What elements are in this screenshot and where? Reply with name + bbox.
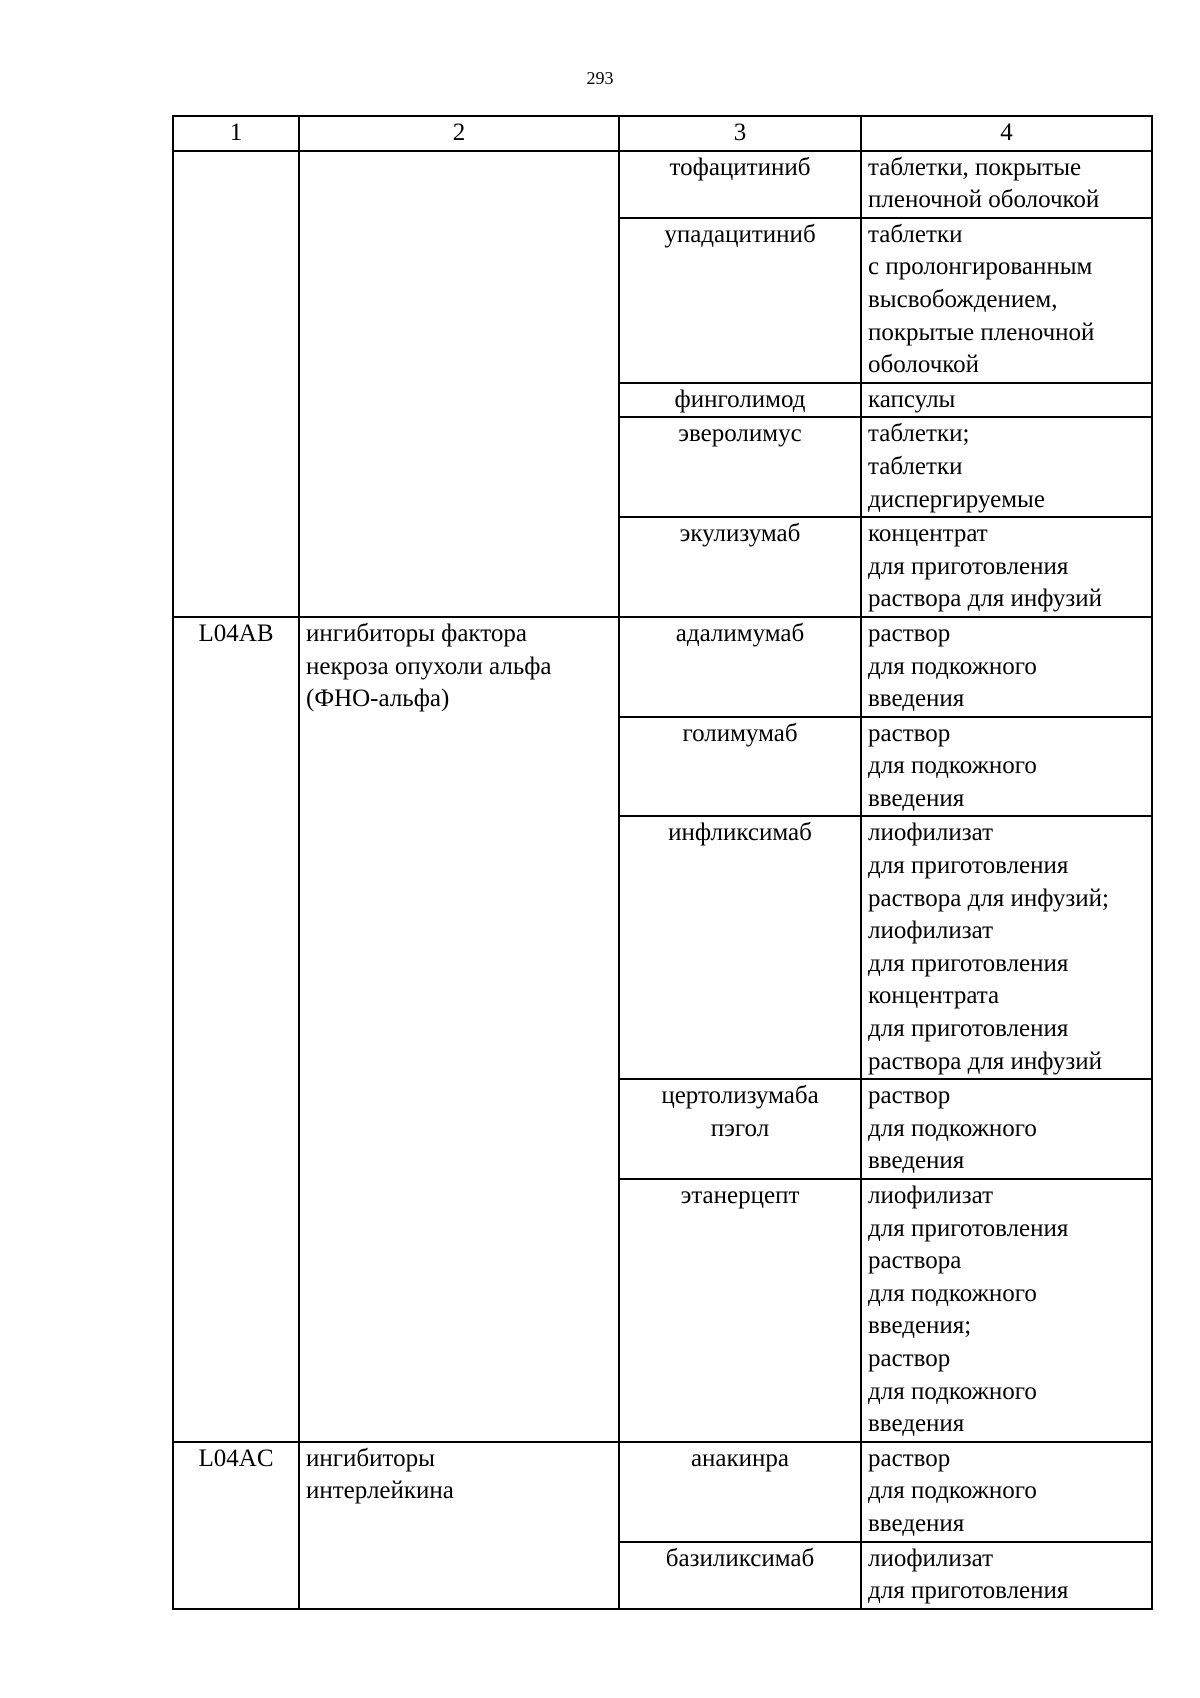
drug-table bbox=[172, 115, 1153, 1610]
dosage-form-cell bbox=[861, 816, 1152, 1079]
drug-name-cell bbox=[619, 816, 861, 1079]
dosage-form-cell bbox=[861, 1542, 1152, 1609]
drug-name-cell bbox=[619, 151, 861, 218]
drug-name-cell bbox=[619, 1179, 861, 1442]
dosage-form-cell-line: высвобождением, bbox=[868, 285, 1058, 313]
dosage-form-cell-line: для приготовления bbox=[868, 852, 1069, 880]
dosage-form-cell-line: для подкожного bbox=[868, 1114, 1037, 1142]
dosage-form-cell-line: раствора для инфузий bbox=[868, 1047, 1103, 1075]
dosage-form-cell-line: с пролонгированным bbox=[868, 253, 1093, 281]
table-row bbox=[173, 151, 1152, 218]
drug-name-cell-line: тофацитиниб bbox=[669, 153, 811, 181]
dosage-form-cell-line: раствора для инфузий; bbox=[868, 884, 1109, 912]
drug-name-cell bbox=[619, 383, 861, 418]
dosage-form-cell-line: раствор bbox=[868, 1444, 951, 1472]
dosage-form-cell-line: раствор bbox=[868, 1082, 951, 1110]
dosage-form-cell-line: лиофилизат bbox=[868, 1182, 994, 1209]
table-row bbox=[173, 1442, 1152, 1542]
dosage-form-cell-line: для подкожного bbox=[868, 652, 1037, 680]
dosage-form-cell-line: раствора bbox=[868, 1247, 962, 1275]
group-name-cell bbox=[299, 617, 619, 1442]
drug-name-cell-line: упадацитиниб bbox=[664, 220, 816, 248]
group-name-cell-line: (ФНО-альфа) bbox=[306, 685, 450, 713]
dosage-form-cell-line: введения bbox=[868, 1509, 965, 1537]
drug-name-cell-line: этанерцепт bbox=[680, 1182, 800, 1209]
drug-name-cell bbox=[619, 517, 861, 617]
code-cell bbox=[173, 151, 299, 617]
dosage-form-cell bbox=[861, 1442, 1152, 1542]
dosage-form-cell-line: для приготовления bbox=[868, 949, 1069, 977]
drug-name-cell-line: пэгол bbox=[710, 1114, 770, 1142]
dosage-form-cell-line: лиофилизат bbox=[868, 917, 994, 945]
table-header-row bbox=[173, 116, 1152, 151]
dosage-form-cell bbox=[861, 1179, 1152, 1442]
dosage-form-cell-line: введения bbox=[868, 1410, 965, 1438]
dosage-form-cell-line: таблетки bbox=[868, 220, 963, 248]
dosage-form-cell-line: для подкожного bbox=[868, 1279, 1037, 1307]
dosage-form-cell-line: лиофилизат bbox=[868, 819, 994, 847]
group-name-cell-line: интерлейкина bbox=[306, 1477, 454, 1505]
drug-name-cell bbox=[619, 1442, 861, 1542]
dosage-form-cell-line: введения bbox=[868, 784, 965, 812]
drug-name-cell bbox=[619, 218, 861, 383]
drug-name-cell-line: эверолимус bbox=[678, 420, 802, 448]
dosage-form-cell-line: раствора для инфузий bbox=[868, 585, 1103, 613]
dosage-form-cell-line: раствор bbox=[868, 1344, 951, 1372]
header-cell-form: 4 bbox=[861, 116, 1152, 151]
dosage-form-cell-line: концентрат bbox=[868, 520, 988, 548]
drug-name-cell-line: цертолизумаба bbox=[661, 1082, 819, 1110]
drug-name-cell bbox=[619, 1079, 861, 1179]
dosage-form-cell bbox=[861, 383, 1152, 418]
dosage-form-cell bbox=[861, 1079, 1152, 1179]
dosage-form-cell-line: таблетки; bbox=[868, 420, 970, 448]
dosage-form-cell-line: раствор bbox=[868, 719, 951, 747]
drug-name-cell-line: базиликсимаб bbox=[665, 1544, 815, 1572]
drug-name-cell-line: экулизумаб bbox=[679, 520, 801, 548]
dosage-form-cell-line: концентрата bbox=[868, 982, 1000, 1010]
dosage-form-cell-line: раствор bbox=[868, 619, 951, 647]
dosage-form-cell bbox=[861, 517, 1152, 617]
header-cell-group: 2 bbox=[299, 116, 619, 151]
dosage-form-cell-line: таблетки bbox=[868, 452, 963, 480]
code-cell: L04AC bbox=[173, 1442, 299, 1609]
drug-name-cell-line: голимумаб bbox=[682, 719, 798, 747]
code-cell: L04AB bbox=[173, 617, 299, 1442]
dosage-form-cell-line: введения; bbox=[868, 1312, 972, 1340]
dosage-form-cell-line: пленочной оболочкой bbox=[868, 186, 1100, 214]
group-name-cell bbox=[299, 151, 619, 617]
table-body bbox=[173, 116, 1152, 1609]
group-name-cell-line: ингибиторы фактора bbox=[306, 619, 527, 647]
dosage-form-cell-line: для подкожного bbox=[868, 1477, 1037, 1505]
dosage-form-cell bbox=[861, 417, 1152, 517]
dosage-form-cell-line: лиофилизат bbox=[868, 1544, 994, 1572]
dosage-form-cell bbox=[861, 151, 1152, 218]
dosage-form-cell-line: для приготовления bbox=[868, 1577, 1069, 1605]
drug-name-cell bbox=[619, 617, 861, 717]
dosage-form-cell-line: диспергируемые bbox=[868, 485, 1045, 513]
group-name-cell-line: ингибиторы bbox=[306, 1444, 435, 1472]
drug-name-cell bbox=[619, 717, 861, 817]
dosage-form-cell-line: таблетки, покрытые bbox=[868, 153, 1082, 181]
drug-name-cell-line: инфликсимаб bbox=[668, 819, 812, 847]
dosage-form-cell bbox=[861, 617, 1152, 717]
header-cell-code: 1 bbox=[173, 116, 299, 151]
table-row bbox=[173, 617, 1152, 717]
header-cell-inn: 3 bbox=[619, 116, 861, 151]
drug-name-cell bbox=[619, 1542, 861, 1609]
dosage-form-cell-line: для подкожного bbox=[868, 752, 1037, 780]
dosage-form-cell bbox=[861, 218, 1152, 383]
dosage-form-cell-line: оболочкой bbox=[868, 351, 980, 379]
group-name-cell-line: некроза опухоли альфа bbox=[306, 652, 552, 680]
group-name-cell bbox=[299, 1442, 619, 1609]
dosage-form-cell-line: для приготовления bbox=[868, 1015, 1069, 1043]
drug-name-cell bbox=[619, 417, 861, 517]
dosage-form-cell-line: введения bbox=[868, 685, 965, 713]
dosage-form-cell-line: покрытые пленочной bbox=[868, 318, 1095, 346]
drug-name-cell-line: адалимумаб bbox=[675, 619, 805, 647]
dosage-form-cell-line: для приготовления bbox=[868, 1214, 1069, 1242]
dosage-form-cell-line: для подкожного bbox=[868, 1377, 1037, 1405]
dosage-form-cell-line: для приготовления bbox=[868, 552, 1069, 580]
dosage-form-cell bbox=[861, 717, 1152, 817]
page-number: 293 bbox=[586, 68, 614, 88]
drug-name-cell-line: финголимод bbox=[674, 385, 806, 413]
dosage-form-cell-line: капсулы bbox=[868, 385, 956, 413]
dosage-form-cell-line: введения bbox=[868, 1147, 965, 1175]
drug-name-cell-line: анакинра bbox=[690, 1444, 790, 1472]
